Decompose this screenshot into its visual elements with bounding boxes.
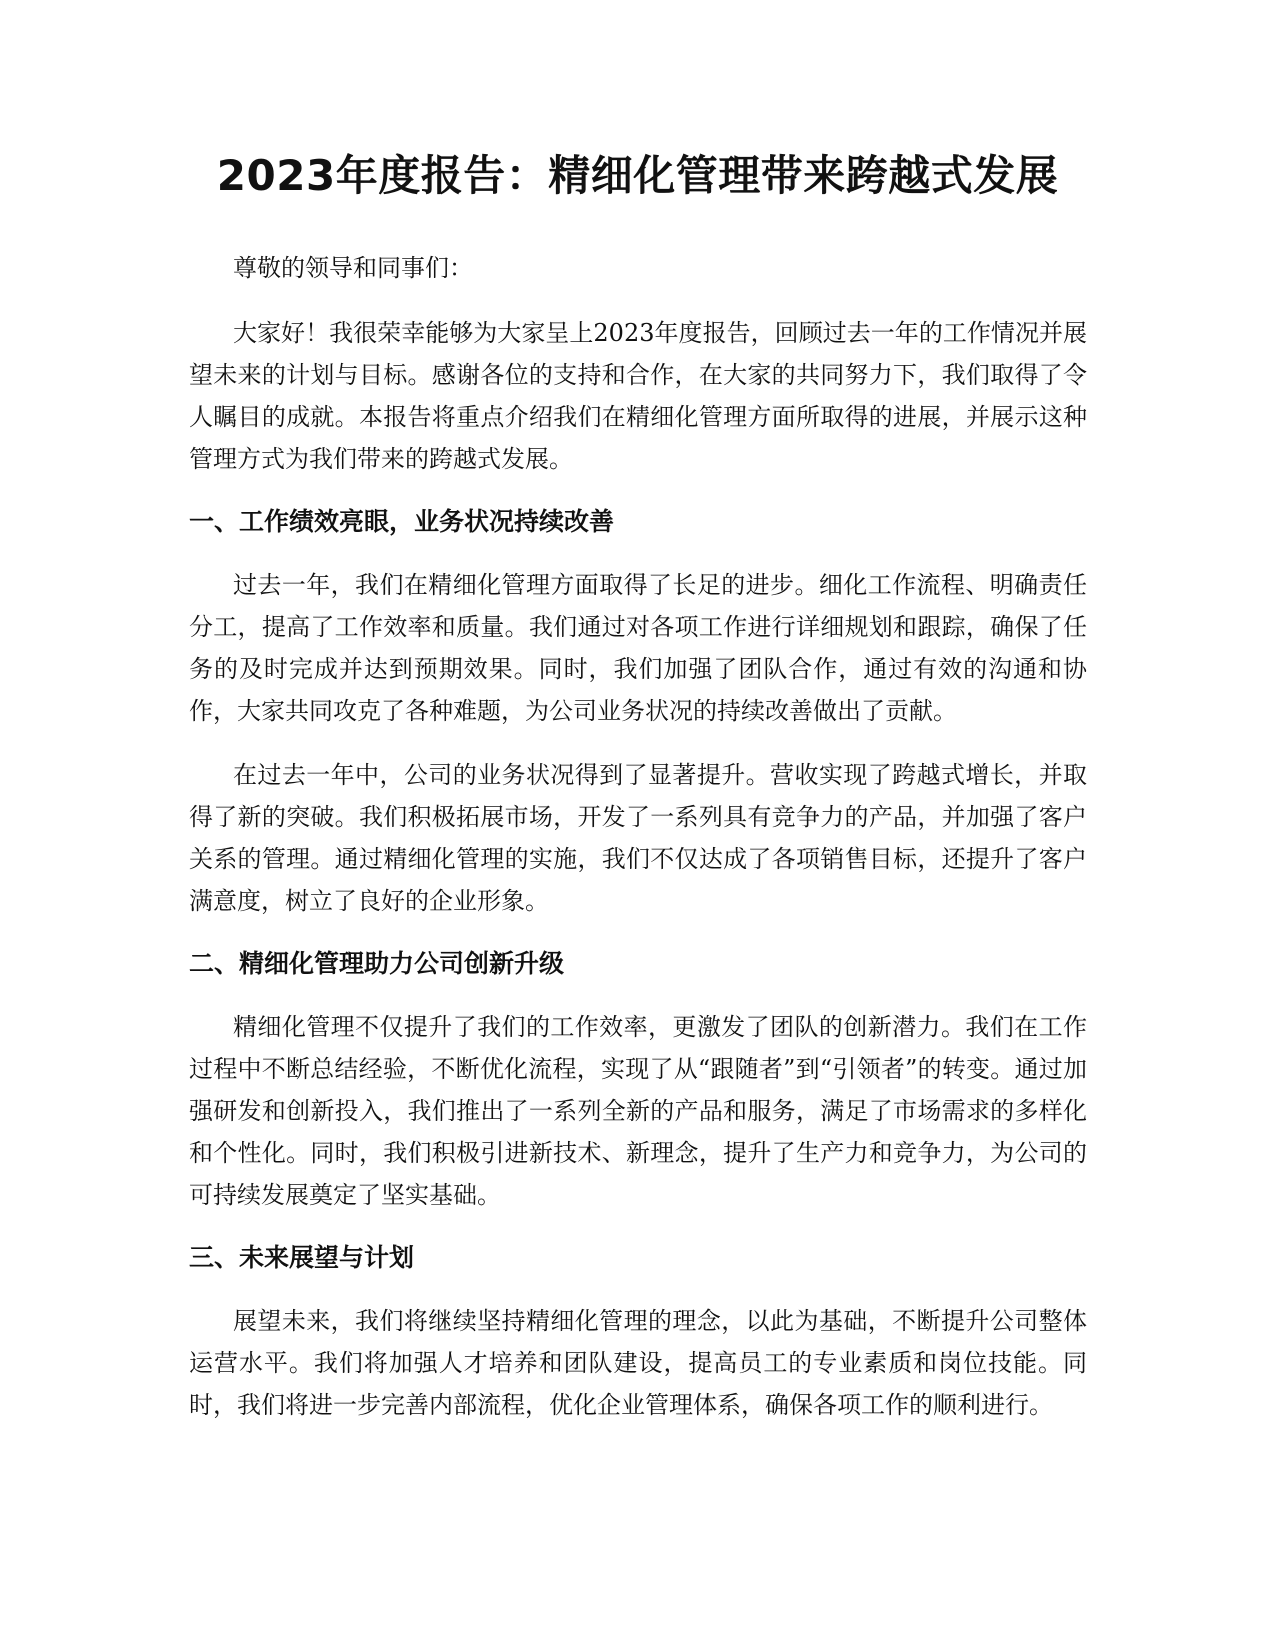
- salutation: 尊敬的领导和同事们：: [233, 254, 473, 282]
- section-heading-2: 二、精细化管理助力公司创新升级: [189, 949, 565, 978]
- document-title: 2023年度报告：精细化管理带来跨越式发展: [216, 151, 1059, 200]
- document-body: [189, 247, 1087, 1448]
- section-2-paragraph-1: 精细化管理不仅提升了我们的工作效率，更激发了团队的创新潜力。我们在工作过程中不断总结经验，不断优化流程，实现了从“跟随者”到“引领者”的转变。通过加强研发和创新投入，我们推出了一系列全新的产品和服务，满足了市场需求的多样化和个性化。同时，我们积极引进新技术、新理念，提升了生产力和竞争力，为公司的可持续发展奠定了坚实基础。: [189, 1013, 1087, 1209]
- section-1-paragraph-2: 在过去一年中，公司的业务状况得到了显著提升。营收实现了跨越式增长，并取得了新的突破。我们积极拓展市场，开发了一系列具有竞争力的产品，并加强了客户关系的管理。通过精细化管理的实施，我们不仅达成了各项销售目标，还提升了客户满意度，树立了良好的企业形象。: [189, 761, 1087, 915]
- intro-paragraph: 大家好！我很荣幸能够为大家呈上2023年度报告，回顾过去一年的工作情况并展望未来的计划与目标。感谢各位的支持和合作，在大家的共同努力下，我们取得了令人瞩目的成就。本报告将重点介绍我们在精细化管理方面所取得的进展，并展示这种管理方式为我们带来的跨越式发展。: [189, 319, 1087, 473]
- section-3-paragraph-1: 展望未来，我们将继续坚持精细化管理的理念，以此为基础，不断提升公司整体运营水平。我们将加强人才培养和团队建设，提高员工的专业素质和岗位技能。同时，我们将进一步完善内部流程，优化企业管理体系，确保各项工作的顺利进行。: [189, 1307, 1087, 1419]
- section-heading-1: 一、工作绩效亮眼，业务状况持续改善: [189, 507, 615, 536]
- section-1-paragraph-1: 过去一年，我们在精细化管理方面取得了长足的进步。细化工作流程、明确责任分工，提高了工作效率和质量。我们通过对各项工作进行详细规划和跟踪，确保了任务的及时完成并达到预期效果。同时，我们加强了团队合作，通过有效的沟通和协作，大家共同攻克了各种难题，为公司业务状况的持续改善做出了贡献。: [189, 571, 1087, 725]
- section-heading-3: 三、未来展望与计划: [189, 1243, 415, 1272]
